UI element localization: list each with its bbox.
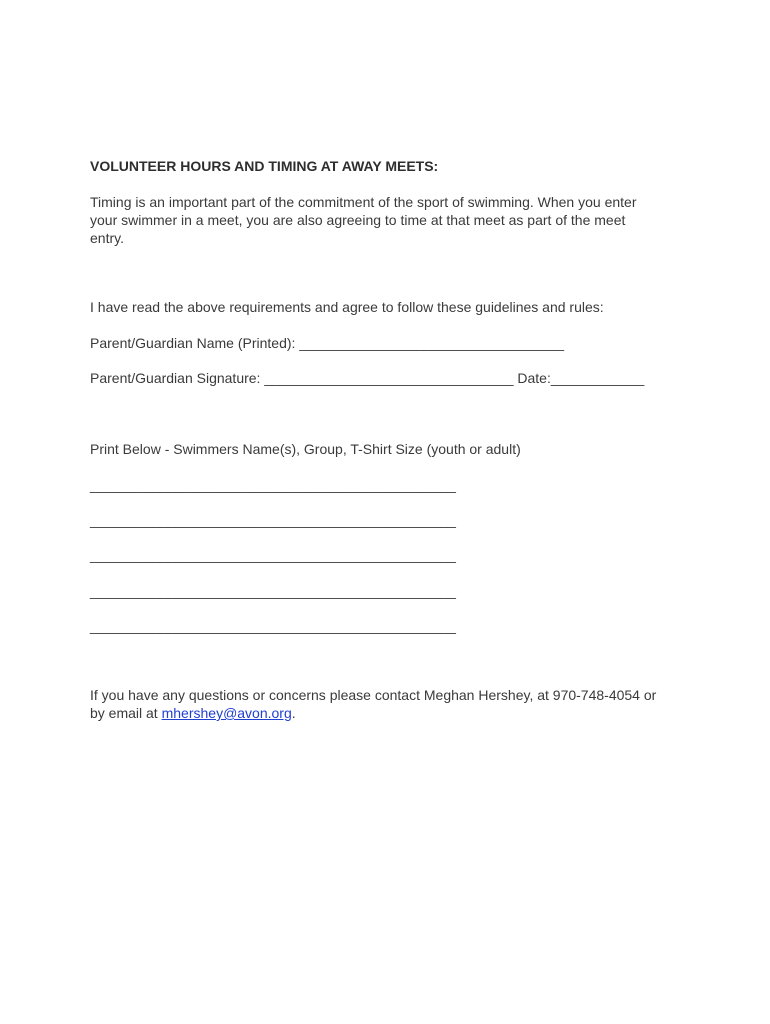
- contact-line-2: [90, 704, 296, 722]
- contact-email-link[interactable]: mhershey@avon.org: [161, 705, 292, 721]
- swimmer-blank-line: _______________________________________________: [90, 618, 456, 634]
- contact-line-1: If you have any questions or concerns please contact Meghan Hershey, at 970-748-4054 or: [90, 687, 657, 703]
- contact-prefix: by email at: [90, 705, 162, 721]
- swimmer-blank-line: _______________________________________________: [90, 583, 456, 599]
- swimmer-blank-line: _______________________________________________: [90, 477, 456, 493]
- contact-suffix: .: [291, 705, 296, 721]
- parent-signature-field: Parent/Guardian Signature: ________________________________ Date:____________: [90, 370, 645, 386]
- agreement-statement: I have read the above requirements and agree to follow these guidelines and rules:: [90, 299, 604, 315]
- swimmer-blank-line: _______________________________________________: [90, 547, 456, 563]
- section-heading: VOLUNTEER HOURS AND TIMING AT AWAY MEETS:: [90, 158, 439, 174]
- intro-line-2: your swimmer in a meet, you are also agreeing to time at that meet as part of the meet: [90, 212, 626, 228]
- parent-name-field: Parent/Guardian Name (Printed): __________________________________: [90, 335, 565, 351]
- intro-line-3: entry.: [90, 230, 124, 246]
- swimmer-blank-line: _______________________________________________: [90, 512, 456, 528]
- print-below-instruction: Print Below - Swimmers Name(s), Group, T-Shirt Size (youth or adult): [90, 441, 521, 457]
- intro-line-1: Timing is an important part of the commitment of the sport of swimming. When you enter: [90, 194, 637, 210]
